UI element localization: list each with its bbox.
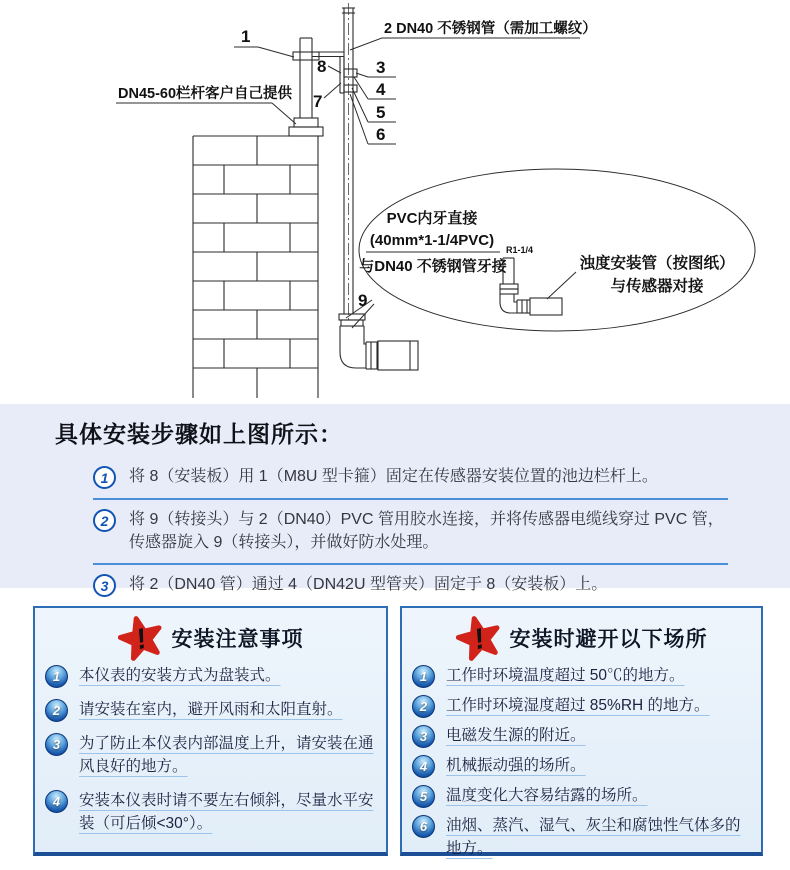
steps-list xyxy=(93,457,728,606)
diagram-linework xyxy=(116,3,755,398)
step-1-text: 将 8（安装板）用 1（M8U 型卡箍）固定在传感器安装位置的池边栏杆上。 xyxy=(129,468,658,485)
avoid-item-5 xyxy=(412,784,751,808)
detail-fitting xyxy=(500,258,562,315)
turbidity-note-line2: 与传感器对接 xyxy=(610,278,704,295)
avoid-5-badge: 5 xyxy=(412,785,435,808)
avoid-2-text: 工作时环境湿度超过 85%RH 的地方。 xyxy=(446,697,710,714)
note-2-text: 请安装在室内，避开风雨和太阳直射。 xyxy=(79,701,343,718)
avoid-places-list xyxy=(412,664,751,861)
svg-text:!: ! xyxy=(470,622,488,657)
detail-ellipse xyxy=(359,169,755,331)
step-3-text: 将 2（DN40 管）通过 4（DN42U 型管夹）固定于 8（安装板）上。 xyxy=(129,576,608,594)
note-item-2 xyxy=(45,698,376,722)
adapter-elbow-assembly xyxy=(339,314,418,370)
avoid-places-title: 安装时避开以下场所 xyxy=(509,628,708,651)
step-row-2 xyxy=(93,500,728,565)
avoid-places-box xyxy=(400,606,763,856)
avoid-item-1 xyxy=(412,664,751,688)
avoid-4-badge: 4 xyxy=(412,755,435,778)
note-4-badge: 4 xyxy=(45,790,68,813)
avoid-item-2 xyxy=(412,694,751,718)
warning-star-icon xyxy=(118,615,164,661)
part-4-label: 4 xyxy=(376,80,386,99)
warning-star-icon xyxy=(456,615,502,661)
part-7-label: 7 xyxy=(313,92,323,111)
avoid-item-4 xyxy=(412,754,751,778)
svg-text:!: ! xyxy=(132,622,150,657)
steps-section xyxy=(0,404,790,594)
avoid-item-3 xyxy=(412,724,751,748)
part-8-label: 8 xyxy=(317,57,327,76)
notice-boxes-row xyxy=(33,606,763,856)
avoid-3-text: 电磁发生源的附近。 xyxy=(446,727,586,744)
note-3-badge: 3 xyxy=(45,733,68,756)
installation-diagram-section xyxy=(0,0,790,404)
avoid-4-text: 机械振动强的场所。 xyxy=(446,757,586,774)
installation-notes-header xyxy=(45,612,376,664)
step-row-1 xyxy=(93,457,728,500)
avoid-6-text: 油烟、蒸汽、湿气、灰尘和腐蚀性气体多的地方。 xyxy=(446,817,741,858)
note-item-4 xyxy=(45,789,376,836)
railing-post xyxy=(289,38,323,136)
brick-wall xyxy=(193,136,320,398)
pvc-note-line1: PVC内牙直接 xyxy=(386,210,478,227)
avoid-1-text: 工作时环境温度超过 50℃的地方。 xyxy=(446,667,685,684)
turbidity-note-line1: 浊度安装管（按图纸） xyxy=(579,255,735,272)
note-item-1 xyxy=(45,664,376,688)
step-3-number-badge: 3 xyxy=(93,574,116,597)
installation-notes-box xyxy=(33,606,388,856)
part-1-label: 1 xyxy=(241,27,251,46)
avoid-3-badge: 3 xyxy=(412,725,435,748)
part-3-label: 3 xyxy=(376,58,386,77)
pipe-note-label: 2 DN40 不锈钢管（需加工螺纹） xyxy=(384,21,597,37)
note-1-badge: 1 xyxy=(45,665,68,688)
installation-diagram xyxy=(0,0,790,404)
note-4-text: 安装本仪表时请不要左右倾斜，尽量水平安装（可后倾<30°）。 xyxy=(79,791,374,832)
installation-notes-title: 安装注意事项 xyxy=(171,628,304,651)
note-3-text: 为了防止本仪表内部温度上升，请安装在通风良好的地方。 xyxy=(79,735,374,776)
step-2-text: 将 9（转接头）与 2（DN40）PVC 管用胶水连接，并将传感器电缆线穿过 PVC 管，传感器旋入 9（转接头），并做好防水处理。 xyxy=(129,511,724,552)
note-item-3 xyxy=(45,732,376,779)
step-row-3 xyxy=(93,565,728,606)
part-5-label: 5 xyxy=(376,103,386,122)
steps-title: 具体安装步骤如上图所示： xyxy=(55,421,343,447)
avoid-6-badge: 6 xyxy=(412,815,435,838)
part-6-label: 6 xyxy=(376,125,386,144)
note-1-text: 本仪表的安装方式为盘装式。 xyxy=(79,667,281,684)
step-1-number-badge: 1 xyxy=(93,466,116,489)
part-9-label: 9 xyxy=(358,291,368,310)
step-2-number-badge: 2 xyxy=(93,509,116,532)
railing-note-label: DN45-60栏杆客户自己提供 xyxy=(118,86,293,102)
pvc-note-line2: (40mm*1-1/4PVC) xyxy=(369,232,495,249)
avoid-item-6 xyxy=(412,814,751,861)
pvc-note-line3: 与DN40 不锈钢管牙接 xyxy=(359,258,507,275)
avoid-places-header xyxy=(412,612,751,664)
avoid-2-badge: 2 xyxy=(412,695,435,718)
avoid-1-badge: 1 xyxy=(412,665,435,688)
note-2-badge: 2 xyxy=(45,699,68,722)
avoid-5-text: 温度变化大容易结露的场所。 xyxy=(446,787,648,804)
dn40-pipe xyxy=(342,3,355,320)
installation-notes-list xyxy=(45,664,376,835)
thread-size-label: R1-1/4 xyxy=(506,245,534,255)
